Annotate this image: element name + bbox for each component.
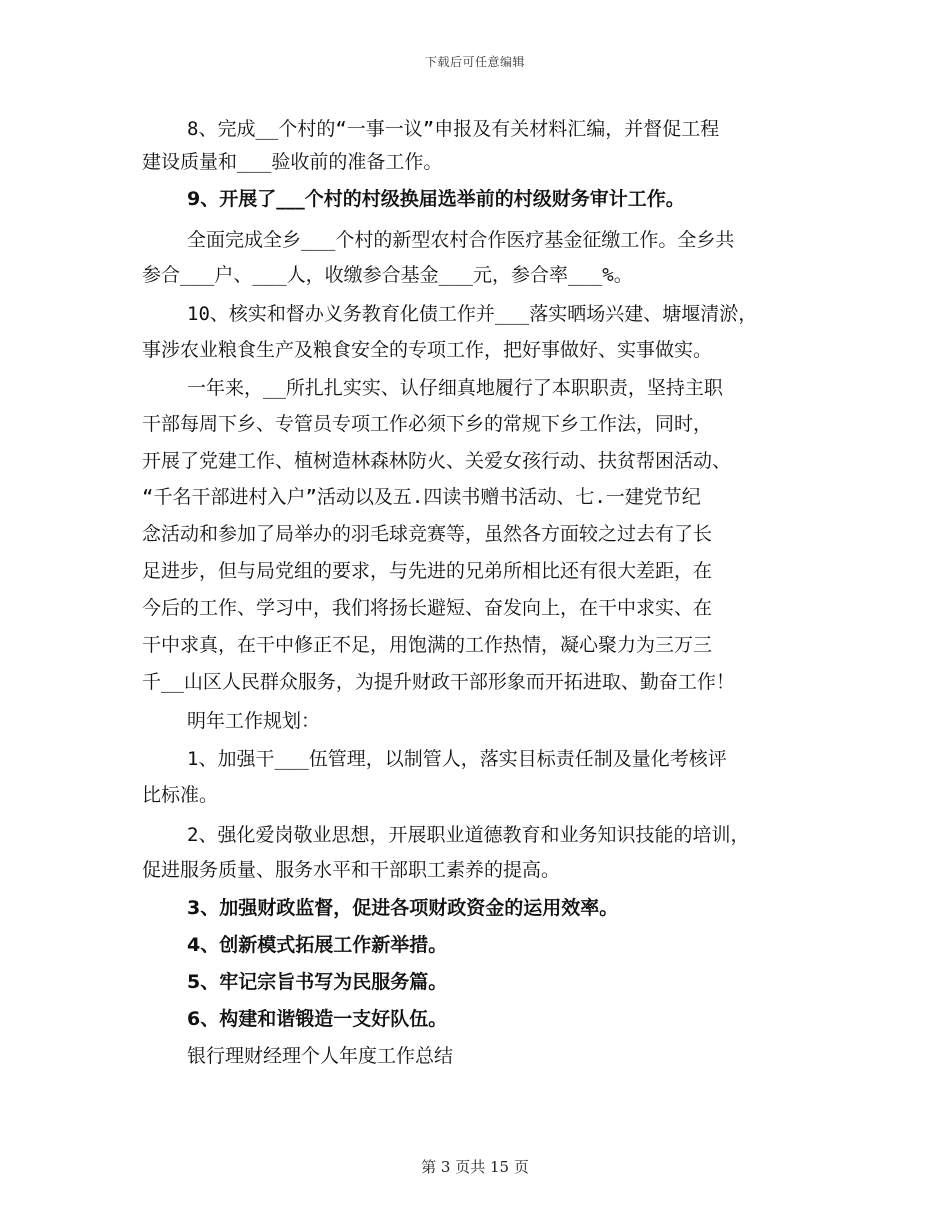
text-line-bold: 6、构建和谐锻造一支好队伍。 — [187, 1008, 448, 1030]
text-line: 2、强化爱岗敬业思想，开展职业道德教育和业务知识技能的培训， — [187, 824, 750, 846]
text-line: “千名干部进村入户”活动以及五.四读书赠书活动、七.一建党节纪 — [142, 486, 701, 508]
text-line: 银行理财经理个人年度工作总结 — [187, 1045, 454, 1067]
text-line-bold: 4、创新模式拓展工作新举措。 — [187, 934, 448, 956]
text-line: 足进步，但与局党组的要求，与先进的兄弟所相比还有很大差距，在 — [142, 560, 713, 582]
text-line: 一年来，__所扎扎实实、认仔细真地履行了本职职责，坚持主职 — [187, 377, 723, 399]
text-line: 建设质量和___验收前的准备工作。 — [142, 151, 443, 173]
text-line: 促进服务质量、服务水平和干部职工素养的提高。 — [142, 859, 561, 881]
text-line: 事涉农业粮食生产及粮食安全的专项工作，把好事做好、实事做实。 — [142, 339, 713, 361]
text-line-bold: 5、牢记宗旨书写为民服务篇。 — [187, 971, 448, 993]
text-line: 今后的工作、学习中，我们将扬长避短、奋发向上，在干中求实、在 — [142, 597, 713, 619]
text-line: 全面完成全乡___个村的新型农村合作医疗基金征缴工作。全乡共 — [187, 229, 735, 251]
text-line: 1、加强干___伍管理，以制管人，落实目标责任制及量化考核评 — [187, 748, 727, 770]
text-line: 10、核实和督办义务教育化债工作并___落实晒场兴建、塘堰清淤， — [187, 303, 758, 325]
text-line: 8、完成__个村的“一事一议”申报及有关材料汇编，并督促工程 — [187, 118, 720, 140]
text-line: 念活动和参加了局举办的羽毛球竞赛等，虽然各方面较之过去有了长 — [142, 523, 713, 545]
text-line-bold: 3、加强财政监督，促进各项财政资金的运用效率。 — [187, 897, 619, 919]
text-line: 开展了党建工作、植树造林森林防火、关爱女孩行动、扶贫帮困活动、 — [142, 450, 732, 472]
text-line: 比标准。 — [142, 784, 219, 806]
page-footer: 第 3 页共 15 页 — [421, 1158, 529, 1176]
text-line: 千__山区人民群众服务，为提升财政干部形象而开拓进取、勤奋工作！ — [142, 671, 735, 693]
text-line-bold: 9、开展了___个村的村级换届选举前的村级财务审计工作。 — [187, 188, 685, 210]
text-line: 参合___户、___人，收缴参合基金___元，参合率___%。 — [142, 264, 633, 286]
text-line: 干中求真，在干中修正不足，用饱满的工作热情，凝心聚力为三万三 — [142, 634, 713, 656]
page-header: 下载后可任意编辑 — [424, 55, 525, 69]
text-line: 干部每周下乡、专管员专项工作必须下乡的常规下乡工作法，同时， — [142, 413, 713, 435]
text-line: 明年工作规划： — [187, 710, 321, 732]
